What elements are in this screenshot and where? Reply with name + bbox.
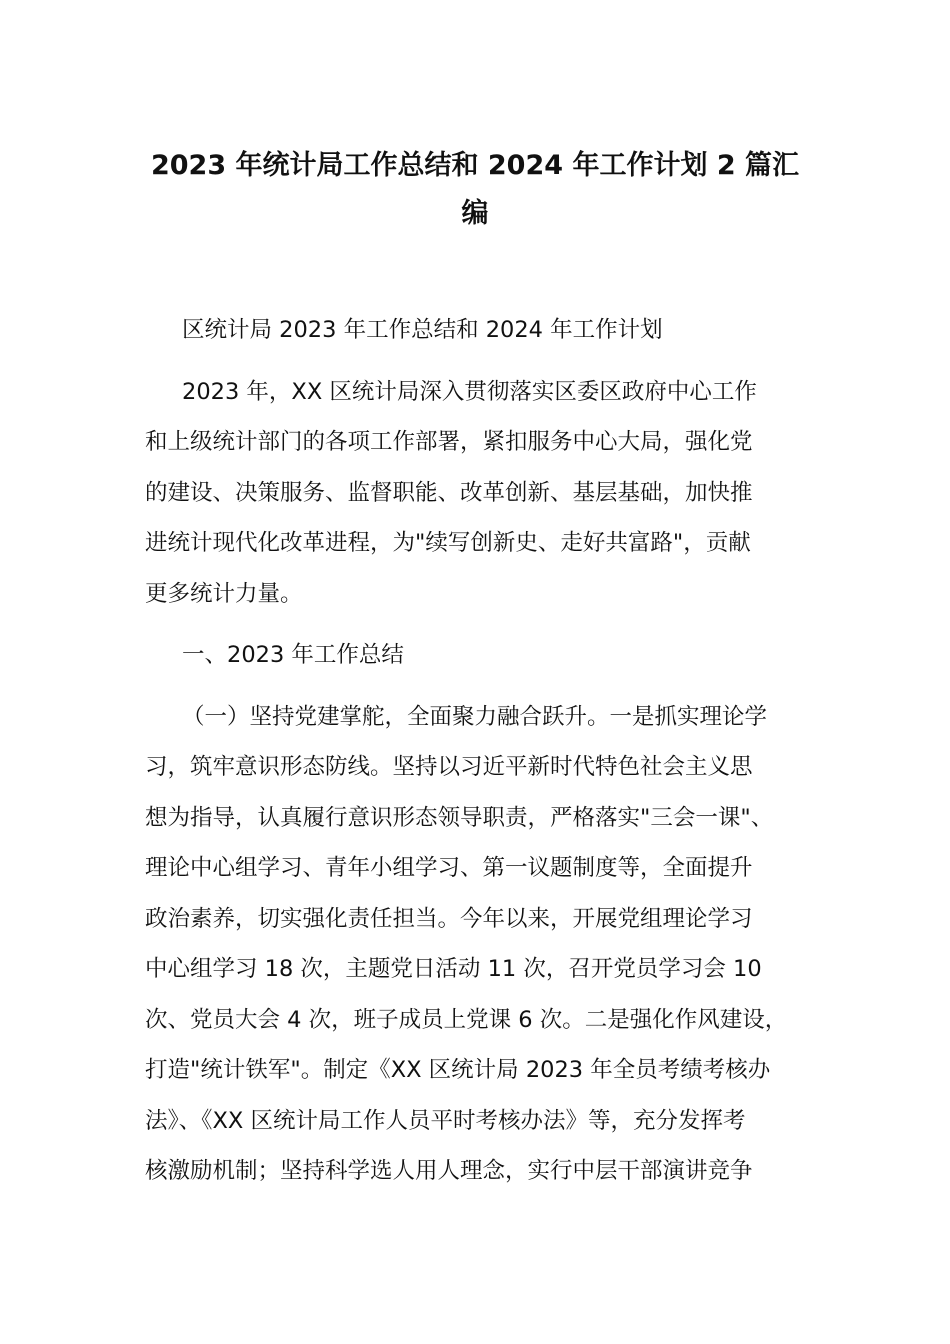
title-line-1: 2023 年统计局工作总结和 2024 年工作计划 2 篇汇 [150,150,800,181]
text-line: 次、党员大会 4 次，班子成员上党课 6 次。二是强化作风建设， [145,1006,788,1033]
intro-paragraph [145,367,810,620]
text-line: 和上级统计部门的各项工作部署，紧扣服务中心大局，强化党 [145,429,753,455]
text-line: 理论中心组学习、青年小组学习、第一议题制度等，全面提升 [145,855,753,881]
body-paragraph [145,692,810,1197]
title-line-2: 编 [461,198,489,229]
text-line: 2023 年，XX 区统计局深入贯彻落实区委区政府中心工作 [182,378,757,405]
text-line: 想为指导，认真履行意识形态领导职责，严格落实"三会一课"、 [145,804,774,831]
text-line: 区统计局 2023 年工作总结和 2024 年工作计划 [182,317,663,343]
text-line: 进统计现代化改革进程，为"续写创新史、走好共富路"，贡献 [145,530,751,556]
text-line: 核激励机制；坚持科学选人用人理念，实行中层干部演讲竞争 [145,1158,753,1184]
text-line: 的建设、决策服务、监督职能、改革创新、基层基础，加快推 [145,479,753,506]
text-line: （一）坚持党建掌舵，全面聚力融合跃升。一是抓实理论学 [182,703,768,730]
text-line: 习，筑牢意识形态防线。坚持以习近平新时代特色社会主义思 [145,754,753,780]
section-subtitle [145,305,810,356]
document-title [145,142,805,238]
text-line: 政治素养，切实强化责任担当。今年以来，开展党组理论学习 [145,905,753,932]
text-line: 中心组学习 18 次，主题党日活动 11 次，召开党员学习会 10 [145,956,762,982]
text-line: 法》、《XX 区统计局工作人员平时考核办法》等，充分发挥考 [145,1107,746,1134]
text-line: 更多统计力量。 [145,580,303,607]
text-line: 打造"统计铁军"。制定《XX 区统计局 2023 年全员考绩考核办 [145,1057,771,1083]
text-line: 一、2023 年工作总结 [182,642,404,668]
document-body [145,305,810,1208]
section-heading [145,630,810,681]
